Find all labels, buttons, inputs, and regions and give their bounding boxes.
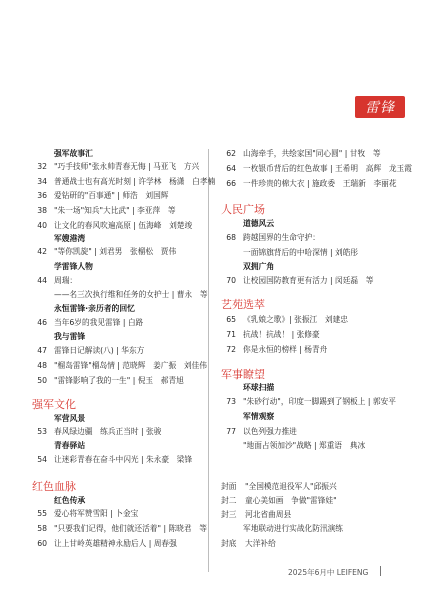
page-number: 64 (226, 164, 236, 173)
section-heading: 军事瞭望 (221, 368, 265, 381)
page-number: 38 (37, 206, 47, 215)
toc-entry (221, 276, 373, 286)
toc-entry (32, 191, 169, 201)
subsection-heading: 强军故事汇 (54, 149, 93, 158)
toc-entry-continued: "地面占领加沙"战略 | 郑重语 典冰 (243, 441, 366, 450)
page-number: 34 (37, 177, 47, 186)
toc-entry (32, 346, 144, 356)
page-number: 72 (226, 345, 236, 354)
entry-title: "等你凯旋" | 刘君男 张榴松 贾伟 (54, 247, 177, 256)
toc-entry (32, 221, 192, 231)
section-heading: 强军文化 (32, 398, 76, 411)
toc-entry (32, 524, 207, 534)
entry-title: 让文化的春风吹遍高原 | 伍海峰 刘楚竣 (54, 221, 193, 230)
page-number: 32 (37, 162, 47, 171)
toc-entry (32, 247, 176, 257)
toc-entry (32, 361, 207, 371)
subsection-heading: 青春驿站 (54, 441, 86, 450)
subsection-heading: 学雷锋人物 (54, 262, 93, 271)
entry-title: 周瑞： (54, 276, 78, 285)
toc-entry (32, 427, 161, 437)
toc-entry (221, 179, 397, 189)
toc-entry (221, 427, 297, 437)
page-number: 40 (37, 221, 47, 230)
page-number: 54 (37, 455, 47, 464)
page-number: 42 (37, 247, 47, 256)
page-number: 65 (226, 315, 236, 324)
cover-label: 封面 (221, 482, 237, 491)
page-number: 55 (37, 509, 47, 518)
subsection-heading: 我与雷锋 (54, 332, 86, 341)
page-number: 70 (226, 276, 236, 285)
entry-title: 让上甘岭英雄精神永励后人 | 周春强 (54, 539, 177, 548)
page-number: 48 (37, 361, 47, 370)
cover-entry (221, 510, 291, 520)
entry-title: 大洋补给 (245, 539, 276, 548)
entry-title: 以色列强力推进 (243, 427, 297, 436)
entry-title: 山海牵手，共绘家国"同心圆" | 甘牧 等 (243, 149, 381, 158)
page-number: 58 (37, 524, 47, 533)
entry-title: 春风绿边疆 练兵正当时 | 张骏 (54, 427, 162, 436)
toc-entry (221, 345, 327, 355)
entry-title: 让校园国防教育更有活力 | 闵廷磊 等 (243, 276, 374, 285)
toc-entry (221, 149, 381, 159)
entry-title: "雷锋影响了我的一生" | 倪玉 郝青旭 (54, 376, 184, 385)
entry-title: "只要我们记得，他们就还活着" | 陈晓君 等 (54, 524, 207, 533)
page-number: 44 (37, 276, 47, 285)
cover-entry (221, 496, 337, 506)
section-heading: 人民广场 (221, 203, 265, 216)
entry-title: 童心美如画 争做"雷锋娃" (245, 496, 337, 505)
section-heading: 艺苑选萃 (221, 298, 265, 311)
entry-title: 让迷彩青春在奋斗中闪光 | 朱永豪 梁锋 (54, 455, 193, 464)
subsection-heading: 环球扫描 (243, 383, 275, 392)
entry-title: 一枚银币背后的红色故事 | 王希明 高辉 龙玉霞 (243, 164, 412, 173)
page-number: 66 (226, 179, 236, 188)
toc-entry (32, 376, 184, 386)
entry-title: 跨越国界的生命守护： (243, 233, 320, 242)
page-number: 60 (37, 539, 47, 548)
toc-entry (32, 162, 199, 172)
entry-title: 你是永恒的榜样 | 杨青舟 (243, 345, 328, 354)
cover-entry (221, 482, 337, 492)
footer-divider (380, 566, 381, 576)
entry-title: 当年6岁的我见雷锋 | 白路 (54, 318, 144, 327)
toc-entry (221, 330, 320, 340)
page-number: 68 (226, 233, 236, 242)
entry-title: 雷锋日记解读(八) | 华东方 (54, 346, 145, 355)
toc-entry-continued: 一面锦旗背后的中哈深情 | 刘皓彤 (243, 248, 359, 257)
toc-entry (221, 164, 412, 174)
toc-entry-continued: ——名三次执行维和任务的女护士 | 曹永 等 (54, 290, 208, 299)
leifeng-logo: 雷锋 (355, 96, 405, 118)
cover-label: 封三 (221, 510, 237, 519)
entry-title: "全国模范退役军人"邱振兴 (245, 482, 337, 491)
cover-label: 封二 (221, 496, 237, 505)
toc-entry (221, 315, 348, 325)
toc-entry (32, 206, 176, 216)
subsection-heading: 红色传承 (54, 496, 86, 505)
entry-title: 爱钻研的"百事通" | 师浩 刘国辉 (54, 191, 169, 200)
toc-entry (32, 276, 77, 286)
subsection-heading: 军嫂港湾 (54, 234, 86, 243)
page-number: 36 (37, 191, 47, 200)
entry-title: "巧手技师"张永帅青春无悔 | 马亚飞 方兴 (54, 162, 200, 171)
entry-title: 抗战！抗战！ | 张修豪 (243, 330, 320, 339)
page-number: 77 (226, 427, 236, 436)
page-number: 46 (37, 318, 47, 327)
toc-entry (32, 318, 143, 328)
toc-entry (32, 455, 192, 465)
cover-label: 封底 (221, 539, 237, 548)
toc-entry (221, 233, 320, 243)
subsection-heading: 道德风云 (243, 219, 275, 228)
entry-title: 爱心将军赞雪阳 | 卜金宝 (54, 509, 139, 518)
cover-entry (221, 539, 276, 549)
page-number: 50 (37, 376, 47, 385)
entry-title: "朱砂行动"，印度一脚踢到了钢板上 | 郭安平 (243, 397, 396, 406)
page-number: 73 (226, 397, 236, 406)
page-number: 62 (226, 149, 236, 158)
toc-entry (32, 509, 138, 519)
entry-title: 一件珍贵的棉大衣 | 施政委 王瑞新 李丽花 (243, 179, 397, 188)
subsection-heading: 永恒雷锋·亲历者的回忆 (54, 304, 135, 313)
footer-issue: 2025年6月中 LEIFENG (288, 568, 369, 577)
page-number: 47 (37, 346, 47, 355)
page-number: 71 (226, 330, 236, 339)
section-heading: 红色血脉 (32, 480, 76, 493)
entry-title: "朱一场"知兵"大比武" | 李亚萍 等 (54, 206, 176, 215)
subsection-heading: 双拥广角 (243, 262, 275, 271)
entry-title: 《乳娘之歌》| 张振江 刘建忠 (243, 315, 348, 324)
entry-title: 普通战士也有高光时刻 | 许学林 杨潇 白孝楠 (54, 177, 216, 186)
toc-entry (32, 539, 177, 549)
toc-entry-continued: 军地联动进行实战化防汛演练 (243, 524, 343, 533)
subsection-heading: 军营风景 (54, 414, 86, 423)
subsection-heading: 军情观察 (243, 412, 275, 421)
entry-title: 河北省曲周县 (245, 510, 292, 519)
toc-entry (221, 397, 396, 407)
page-number: 53 (37, 427, 47, 436)
column-divider (208, 149, 209, 572)
entry-title: "榴岛雷锋"榴岛情 | 范晓辉 姜广振 刘佳伟 (54, 361, 207, 370)
toc-entry (32, 177, 215, 187)
